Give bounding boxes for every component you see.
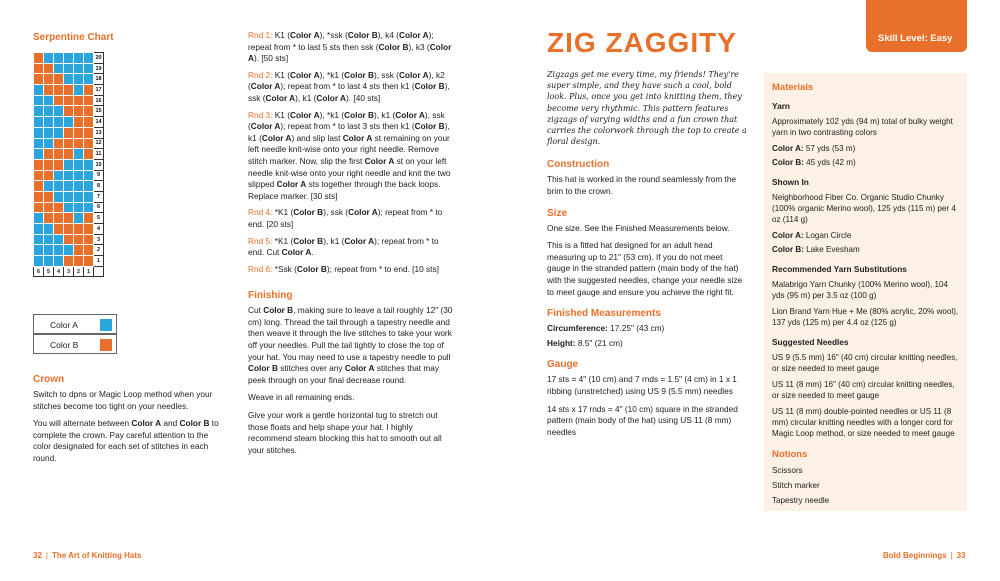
footer-left: 32 | The Art of Knitting Hats <box>33 551 142 560</box>
chart-column-number: 1 <box>84 266 94 277</box>
chart-cell <box>34 159 44 170</box>
round-instruction: Rnd 6: *Ssk (Color B); repeat from * to end. [10 sts] <box>248 263 439 274</box>
chart-cell <box>74 170 84 181</box>
chart-row-number: 16 <box>94 95 104 106</box>
chart-cell <box>54 53 64 64</box>
chart-cell <box>64 202 74 213</box>
chart-cell <box>74 117 84 128</box>
chart-corner <box>94 266 104 277</box>
chart-cell <box>34 170 44 181</box>
chart-row <box>34 245 104 256</box>
chart-row <box>34 117 104 128</box>
chart-row-number: 3 <box>94 234 104 245</box>
chart-cell <box>54 95 64 106</box>
chart-cell <box>34 256 44 267</box>
chart-cell <box>64 106 74 117</box>
chart-cell <box>74 63 84 74</box>
chart-cell <box>64 256 74 267</box>
chart-cell <box>54 127 64 138</box>
chart-row-number: 19 <box>94 63 104 74</box>
chart-cell <box>74 202 84 213</box>
chart-cell <box>64 159 74 170</box>
chart-row-number: 12 <box>94 138 104 149</box>
chart-cell <box>64 224 74 235</box>
chart-cell <box>44 127 54 138</box>
page-number: 33 <box>956 551 966 560</box>
materials-panel <box>764 73 967 511</box>
chart-row <box>34 53 104 64</box>
pattern-title: ZIG ZAGGITY <box>547 27 737 58</box>
chart-cell <box>34 191 44 202</box>
chart-column-number: 4 <box>54 266 64 277</box>
chart-column-number: 6 <box>34 266 44 277</box>
circumference: Circumference: 17.25" (43 cm) <box>547 323 665 334</box>
notion-item: Scissors <box>772 466 803 475</box>
chart-cell <box>44 202 54 213</box>
chart-cell <box>54 149 64 160</box>
finishing-text: Weave in all remaining ends. <box>248 392 355 403</box>
page-number: 32 <box>33 551 42 560</box>
size-text: One size. See the Finished Measurements below. <box>547 222 730 233</box>
chart-cell <box>74 149 84 160</box>
chart-cell <box>64 181 74 192</box>
chart-cell <box>44 159 54 170</box>
chart-cell <box>34 245 44 256</box>
chart-cell <box>44 191 54 202</box>
chart-cell <box>34 53 44 64</box>
chart-row <box>34 234 104 245</box>
chart-cell <box>44 85 54 96</box>
chart-cell <box>34 127 44 138</box>
round-label: Rnd 1: <box>248 30 273 40</box>
yarn-text: Approximately 102 yds (94 m) total of bulky weight yarn in two contrasting colors <box>772 117 953 137</box>
chart-cell <box>74 245 84 256</box>
chart-cell <box>64 191 74 202</box>
chart-row <box>34 106 104 117</box>
chart-cell <box>54 202 64 213</box>
shown-heading: Shown In <box>772 177 809 187</box>
chart-cell <box>74 213 84 224</box>
chart-row <box>34 202 104 213</box>
chart-row-number: 5 <box>94 213 104 224</box>
round-label: Rnd 6: <box>248 263 273 274</box>
needle-text: US 9 (5.5 mm) 16" (40 cm) circular knitting needles, or size needed to meet gauge <box>772 353 958 373</box>
chart-cell <box>54 181 64 192</box>
construction-text: This hat is worked in the round seamlessly from the brim to the crown. <box>547 174 737 197</box>
chart-cell <box>74 138 84 149</box>
finishing-text: Give your work a gentle horizontal tug to stretch out those floats and help shape your hat. I highly recommend steam blocking this hat to smooth out all your stitches. <box>248 410 442 455</box>
chart-cell <box>74 127 84 138</box>
notions-heading: Notions <box>772 449 808 460</box>
chart-cell <box>84 224 94 235</box>
chart-cell <box>34 138 44 149</box>
chart-cell <box>64 53 74 64</box>
chart-cell <box>54 224 64 235</box>
chart-cell <box>44 117 54 128</box>
chart-cell <box>84 256 94 267</box>
chart-row <box>34 127 104 138</box>
chart-cell <box>64 245 74 256</box>
legend-color-a <box>33 314 117 334</box>
needle-text: US 11 (8 mm) double-pointed needles or US 11 (8 mm) circular knitting needles with a longer cord for Magic Loop method, or size needed to meet gauge <box>772 407 955 438</box>
chart-cell <box>74 181 84 192</box>
crown-heading: Crown <box>33 374 65 385</box>
chart-cell <box>84 127 94 138</box>
chart-row-number: 4 <box>94 224 104 235</box>
chart-cell <box>74 234 84 245</box>
chart-cell <box>44 234 54 245</box>
chart-cell <box>64 85 74 96</box>
round-instruction: Rnd 2: K1 (Color A), *k1 (Color B), ssk (Color A), k2 (Color A); repeat from * to last 4 sts then k1 (Color B), ssk (Color A), k1 (Color A). [40 sts] <box>248 69 450 103</box>
chart-cell <box>34 74 44 85</box>
chart-cell <box>44 181 54 192</box>
chart-row-number: 13 <box>94 127 104 138</box>
intro-text: Zigzags get me every time, my friends! They're super simple, and they have such a cool, bold look. Plus, once you get into knitting them, they become very rhythmic. This pattern features zigzags of varying widths and a fun crown that carries the colorwork through the top to create a floral design. <box>547 70 747 147</box>
chart-cell <box>74 191 84 202</box>
finished-heading: Finished Measurements <box>547 308 661 320</box>
chart-cell <box>84 149 94 160</box>
chart-cell <box>44 74 54 85</box>
chart-cell <box>34 95 44 106</box>
substitution-text: Malabrigo Yarn Chunky (100% Merino wool), 104 yds (95 m) per 3.5 oz (100 g) <box>772 280 949 300</box>
chart-row <box>34 138 104 149</box>
chart-row-number: 7 <box>94 191 104 202</box>
chart-row <box>34 256 104 267</box>
chart-row <box>34 85 104 96</box>
chart-cell <box>34 181 44 192</box>
chart-cell <box>54 191 64 202</box>
chart-cell <box>64 138 74 149</box>
chart-row-number: 18 <box>94 74 104 85</box>
size-heading: Size <box>547 207 568 219</box>
chart-cell <box>84 95 94 106</box>
right-column <box>547 69 747 444</box>
needle-text: US 11 (8 mm) 16" (40 cm) circular knitting needles, or size needed to meet gauge <box>772 380 955 400</box>
yarn-color-a: Color A: 57 yds (53 m) <box>772 144 856 153</box>
chart-cell <box>64 117 74 128</box>
chart-cell <box>44 53 54 64</box>
chart-cell <box>64 63 74 74</box>
round-label: Rnd 4: <box>248 207 273 218</box>
round-instruction: Rnd 4: *K1 (Color B), ssk (Color A); repeat from * to end. [20 sts] <box>248 207 443 229</box>
chart-cell <box>84 63 94 74</box>
shown-color-a: Color A: Logan Circle <box>772 231 852 240</box>
chart-cell <box>54 234 64 245</box>
chart-row-number: 9 <box>94 170 104 181</box>
chart-row <box>34 95 104 106</box>
chart-row-number: 11 <box>94 149 104 160</box>
chart-cell <box>44 224 54 235</box>
skill-level-badge: Skill Level: Easy <box>866 0 967 52</box>
chart-cell <box>44 213 54 224</box>
chart-cell <box>34 106 44 117</box>
chart-cell <box>84 138 94 149</box>
chart-row <box>34 149 104 160</box>
chart-row-number: 1 <box>94 256 104 267</box>
gauge-text: 14 sts x 17 rnds = 4" (10 cm) square in the stranded pattern (main body of the hat) using US 11 (8 mm) needles <box>547 403 738 437</box>
chart-column-number: 3 <box>64 266 74 277</box>
yarn-color-b: Color B: 45 yds (42 m) <box>772 158 856 167</box>
chart-cell <box>74 74 84 85</box>
chart-cell <box>44 95 54 106</box>
chart-cell <box>54 170 64 181</box>
legend-label: Color B <box>50 340 79 350</box>
chart-cell <box>44 63 54 74</box>
chart-cell <box>44 256 54 267</box>
chart-cell <box>84 213 94 224</box>
chart-row <box>34 170 104 181</box>
chart-cell <box>74 85 84 96</box>
chart-cell <box>64 213 74 224</box>
chart-row <box>34 191 104 202</box>
chart-cell <box>44 245 54 256</box>
chart-cell <box>84 74 94 85</box>
shown-color-b: Color B: Lake Evesham <box>772 245 860 254</box>
finishing-text: Cut Color B, making sure to leave a tail roughly 12" (30 cm) long. Thread the tail through a tapestry needle and then weave it through the live stitches to take your work off your needles. Pull the tail tightly to close the top of your hat. You may need to use a tapestry needle to pull Color B stitches over any Color A stitches that may peek through on your final decrease round. <box>248 305 453 385</box>
round-list <box>248 30 454 275</box>
chart-cell <box>34 63 44 74</box>
chart-cell <box>34 202 44 213</box>
shown-text: Neighborhood Fiber Co. Organic Studio Chunky (100% organic Merino wool), 125 yds (115 m) per 4 oz (114 g) <box>772 193 956 224</box>
height: Height: 8.5" (21 cm) <box>547 337 623 348</box>
chart-cell <box>54 63 64 74</box>
footer-right: Bold Beginnings | 33 <box>883 551 966 560</box>
chart-row <box>34 181 104 192</box>
chart-row-number: 15 <box>94 106 104 117</box>
chart-cell <box>84 181 94 192</box>
chart-cell <box>44 170 54 181</box>
chart-row <box>34 224 104 235</box>
chart-cell <box>84 85 94 96</box>
chart-cell <box>44 106 54 117</box>
chart-cell <box>54 117 64 128</box>
materials-heading: Materials <box>772 82 814 93</box>
round-instruction: Rnd 3: K1 (Color A), *k1 (Color B), k1 (Color A), ssk (Color A); repeat from * to last 3 sts then k1 (Color B), k1 (Color A) and slip last Color A st remaining on your left needle knit-wise onto your right needle. Remove stitch marker. Now, slip the first Color A st on your left needle knit-wise onto your right needle and knit the two slipped Color A sts together through the back loops. Replace marker. [30 sts] <box>248 109 451 201</box>
chart-row-number: 20 <box>94 53 104 64</box>
legend-swatch-a <box>100 319 112 331</box>
chart-row <box>34 63 104 74</box>
chart-cell <box>74 256 84 267</box>
chart-cell <box>54 85 64 96</box>
chart-grid <box>33 52 104 277</box>
size-text: This is a fitted hat designed for an adult head measuring up to 21" (53 cm). If you do not meet gauge in the stranded pattern (main body of the hat) with the suggested needles, change your needle size to meet gauge and ensure you achieve the right fit. <box>547 240 743 297</box>
middle-column <box>248 30 454 462</box>
chart-cell <box>34 213 44 224</box>
chart-cell <box>74 53 84 64</box>
chart-row-number: 8 <box>94 181 104 192</box>
chart-cell <box>64 234 74 245</box>
gauge-heading: Gauge <box>547 359 579 371</box>
legend-color-b <box>33 334 117 354</box>
round-label: Rnd 5: <box>248 235 273 246</box>
chart-cell <box>54 74 64 85</box>
substitution-text: Lion Brand Yarn Hue + Me (80% acrylic, 20% wool), 137 yds (125 m) per 4.4 oz (125 g) <box>772 307 959 327</box>
book-title: The Art of Knitting Hats <box>51 551 142 560</box>
chart-cell <box>54 213 64 224</box>
chart-cell <box>84 117 94 128</box>
chart-cell <box>84 170 94 181</box>
chart-cell <box>54 106 64 117</box>
chart-cell <box>74 106 84 117</box>
chart-cell <box>44 149 54 160</box>
chart-cell <box>54 245 64 256</box>
chart-row-number: 10 <box>94 159 104 170</box>
chart-cell <box>54 256 64 267</box>
chart-cell <box>34 117 44 128</box>
legend-swatch-b <box>100 339 112 351</box>
chart-column-numbers <box>34 266 104 277</box>
serpentine-chart <box>33 52 119 277</box>
chart-cell <box>54 159 64 170</box>
finishing-heading: Finishing <box>248 290 293 302</box>
chart-row <box>34 159 104 170</box>
chart-cell <box>64 127 74 138</box>
chart-cell <box>64 95 74 106</box>
chart-cell <box>84 202 94 213</box>
chart-cell <box>74 159 84 170</box>
notion-item: Stitch marker <box>772 481 820 490</box>
substitutions-heading: Recommended Yarn Substitutions <box>772 264 907 274</box>
chart-cell <box>64 170 74 181</box>
chart-row <box>34 74 104 85</box>
round-instruction: Rnd 1: K1 (Color A), *ssk (Color B), k4 (Color A); repeat from * to last 5 sts then ssk (Color B), k3 (Color A). [50 sts] <box>248 30 452 64</box>
chart-cell <box>34 234 44 245</box>
chart-row-number: 17 <box>94 85 104 96</box>
section-title: Bold Beginnings <box>883 551 947 560</box>
round-instruction: Rnd 5: *K1 (Color B), k1 (Color A); repeat from * to end. Cut Color A. <box>248 235 439 258</box>
chart-cell <box>84 191 94 202</box>
legend-label: Color A <box>50 320 78 330</box>
crown-text: Switch to dpns or Magic Loop method when your stitches become too tight on your needles. <box>33 389 213 411</box>
yarn-heading: Yarn <box>772 101 790 111</box>
chart-cell <box>34 224 44 235</box>
round-label: Rnd 3: <box>248 109 273 120</box>
chart-cell <box>34 149 44 160</box>
chart-cell <box>84 159 94 170</box>
chart-cell <box>54 138 64 149</box>
chart-cell <box>74 224 84 235</box>
chart-cell <box>34 85 44 96</box>
chart-title: Serpentine Chart <box>33 32 114 43</box>
construction-heading: Construction <box>547 159 610 171</box>
chart-cell <box>74 95 84 106</box>
needles-heading: Suggested Needles <box>772 337 849 347</box>
chart-row <box>34 213 104 224</box>
chart-cell <box>84 234 94 245</box>
chart-column-number: 2 <box>74 266 84 277</box>
chart-cell <box>64 74 74 85</box>
gauge-text: 17 sts = 4" (10 cm) and 7 rnds = 1.5" (4 cm) in 1 x 1 ribbing (unstretched) using US 9 (5.5 mm) needles <box>547 374 737 396</box>
chart-row-number: 14 <box>94 117 104 128</box>
chart-column-number: 5 <box>44 266 54 277</box>
chart-row-number: 2 <box>94 245 104 256</box>
round-label: Rnd 2: <box>248 69 273 80</box>
crown-text: You will alternate between Color A and Color B to complete the crown. Pay careful attention to the color designated for each set of stitches in each round. <box>33 418 219 463</box>
chart-cell <box>84 106 94 117</box>
notion-item: Tapestry needle <box>772 496 830 505</box>
chart-cell <box>44 138 54 149</box>
chart-cell <box>64 149 74 160</box>
chart-cell <box>84 245 94 256</box>
chart-cell <box>84 53 94 64</box>
crown-section <box>33 374 223 471</box>
chart-row-number: 6 <box>94 202 104 213</box>
